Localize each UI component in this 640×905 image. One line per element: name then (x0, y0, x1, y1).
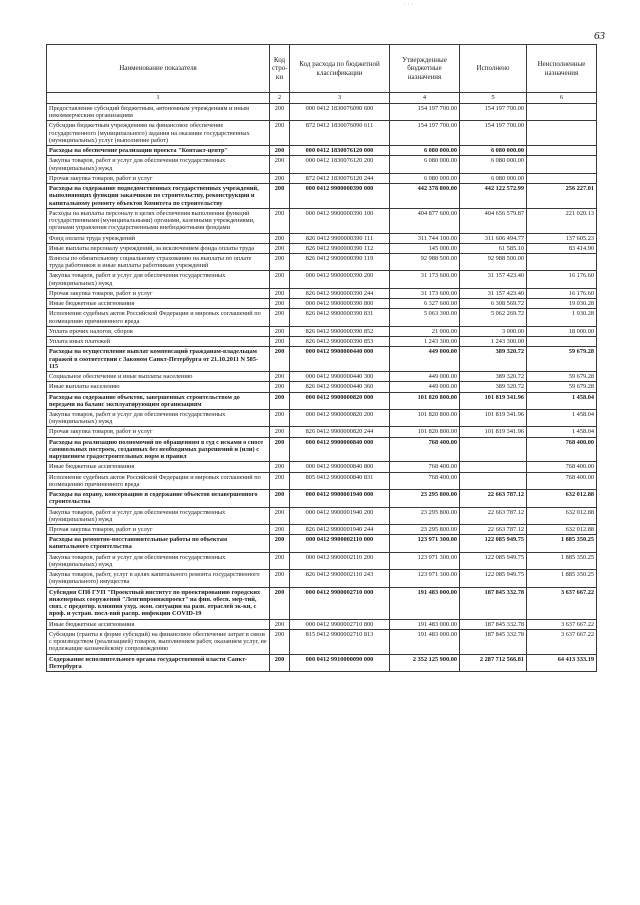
cell-approved: 404 877 600.00 (390, 208, 460, 233)
table-body (47, 93, 597, 672)
column-number: 1 (47, 93, 270, 104)
cell-classification: 826 0412 9900000440 360 (290, 382, 390, 392)
cell-approved: 191 483 000.00 (390, 629, 460, 654)
cell-classification: 805 0412 9900000840 831 (290, 472, 390, 489)
cell-unexecuted (527, 156, 597, 173)
cell-code: 200 (270, 525, 290, 535)
cell-name: Расходы на выплаты персоналу в целях обеспечения выполнения функций государственными (муниципальными) органами, казенными учреждениями, органами управления государственными внебюджетными фондами (47, 208, 270, 233)
cell-name: Расходы на обеспечение реализации проекта "Контакт-центр" (47, 146, 270, 156)
cell-approved: 6 080 000.00 (390, 156, 460, 173)
table-row (47, 462, 597, 472)
cell-unexecuted: 3 637 667.22 (527, 587, 597, 619)
cell-code: 200 (270, 271, 290, 288)
cell-unexecuted: 1 885 350.25 (527, 535, 597, 552)
cell-name: Иные бюджетные ассигнования (47, 619, 270, 629)
cell-code: 200 (270, 243, 290, 253)
cell-classification: 826 0412 9900000820 244 (290, 427, 390, 437)
table-row (47, 104, 597, 121)
header-name: Наименование показателя (47, 45, 270, 93)
table-row (47, 619, 597, 629)
cell-approved: 1 243 300.00 (390, 337, 460, 347)
budget-execution-table (46, 44, 597, 672)
cell-code: 200 (270, 472, 290, 489)
cell-approved: 145 000.00 (390, 243, 460, 253)
cell-executed: 187 845 332.78 (460, 619, 527, 629)
table-row (47, 587, 597, 619)
cell-code: 200 (270, 288, 290, 298)
cell-approved: 6 080 000.00 (390, 146, 460, 156)
cell-name: Исполнение судебных актов Российской Федерации и мировых соглашений по возмещению причиненного вреда (47, 472, 270, 489)
cell-unexecuted: 221 020.13 (527, 208, 597, 233)
cell-name: Прочая закупка товаров, работ и услуг (47, 427, 270, 437)
cell-unexecuted: 59 679.28 (527, 382, 597, 392)
cell-executed: 31 157 423.40 (460, 271, 527, 288)
cell-executed: 154 197 700.00 (460, 121, 527, 146)
cell-classification: 826 0412 9900000390 111 (290, 233, 390, 243)
cell-executed: 6 080 000.00 (460, 156, 527, 173)
header-classification: Код расхода по бюджетной классификации (290, 45, 390, 93)
cell-executed: 5 062 269.72 (460, 309, 527, 326)
header-approved: Утвержденные бюджетные назначения (390, 45, 460, 93)
cell-name: Содержание исполнительного органа государственной власти Санкт-Петербурга (47, 654, 270, 671)
table-row (47, 326, 597, 336)
table-row (47, 347, 597, 372)
table-row (47, 243, 597, 253)
cell-approved: 6 080 000.00 (390, 173, 460, 183)
cell-unexecuted: 632 012.88 (527, 490, 597, 507)
table-row (47, 208, 597, 233)
cell-classification: 000 0412 9900000390 000 (290, 184, 390, 209)
cell-unexecuted: 768 400.00 (527, 462, 597, 472)
cell-code: 200 (270, 208, 290, 233)
cell-unexecuted (527, 146, 597, 156)
cell-unexecuted (527, 337, 597, 347)
cell-code: 200 (270, 146, 290, 156)
cell-classification: 000 0412 9900000440 300 (290, 372, 390, 382)
table-row (47, 337, 597, 347)
table-row (47, 525, 597, 535)
cell-unexecuted: 137 605.23 (527, 233, 597, 243)
cell-executed: 101 819 341.96 (460, 409, 527, 426)
cell-classification: 826 0412 9900000390 853 (290, 337, 390, 347)
table-row (47, 570, 597, 587)
cell-executed: 187 845 332.78 (460, 629, 527, 654)
cell-approved: 154 197 700.00 (390, 104, 460, 121)
top-scan-mark: · · · (404, 2, 413, 8)
table-row (47, 299, 597, 309)
table-row (47, 490, 597, 507)
table-row (47, 233, 597, 243)
cell-name: Иные бюджетные ассигнования (47, 462, 270, 472)
cell-name: Иные выплаты персоналу учреждений, за исключением фонда оплаты труда (47, 243, 270, 253)
cell-unexecuted: 64 413 333.19 (527, 654, 597, 671)
table-row (47, 535, 597, 552)
column-number: 5 (460, 93, 527, 104)
table-row (47, 173, 597, 183)
cell-name: Исполнение судебных актов Российской Федерации и мировых соглашений по возмещению причиненного вреда (47, 309, 270, 326)
cell-executed: 92 988 500.00 (460, 253, 527, 270)
cell-classification: 000 0412 9900002710 800 (290, 619, 390, 629)
table-row (47, 552, 597, 569)
cell-executed: 22 663 787.12 (460, 490, 527, 507)
table-row (47, 121, 597, 146)
cell-unexecuted: 768 400.00 (527, 437, 597, 462)
cell-unexecuted: 16 176.60 (527, 271, 597, 288)
cell-name: Расходы на осуществление выплат компенсаций гражданам-владельцам гаражей в соответствии с Законом Санкт-Петербурга от 21.10.2011 N 585-115 (47, 347, 270, 372)
cell-approved: 31 173 600.00 (390, 288, 460, 298)
column-number: 6 (527, 93, 597, 104)
cell-approved: 123 971 300.00 (390, 552, 460, 569)
cell-approved: 23 295 800.00 (390, 507, 460, 524)
cell-unexecuted: 59 679.28 (527, 347, 597, 372)
cell-approved: 442 378 800.00 (390, 184, 460, 209)
cell-executed: 31 157 423.40 (460, 288, 527, 298)
cell-classification: 000 0412 9900000440 000 (290, 347, 390, 372)
cell-classification: 000 0412 9900002710 000 (290, 587, 390, 619)
cell-executed (460, 472, 527, 489)
cell-approved: 123 971 300.00 (390, 570, 460, 587)
cell-executed: 122 085 949.75 (460, 570, 527, 587)
cell-name: Социальное обеспечение и иные выплаты населению (47, 372, 270, 382)
cell-code: 200 (270, 347, 290, 372)
cell-name: Закупка товаров, работ, услуг в целях капитального ремонта государственного (муниципального) имущества (47, 570, 270, 587)
cell-approved: 101 820 800.00 (390, 427, 460, 437)
cell-executed: 3 000.00 (460, 326, 527, 336)
cell-executed: 442 122 572.99 (460, 184, 527, 209)
cell-name: Предоставление субсидий бюджетным, автономным учреждениям и иным некоммерческим организациям (47, 104, 270, 121)
cell-classification: 000 0412 1830076090 600 (290, 104, 390, 121)
cell-unexecuted: 632 012.88 (527, 525, 597, 535)
cell-code: 200 (270, 253, 290, 270)
table-header-row (47, 45, 597, 93)
cell-classification: 000 0412 1830076120 000 (290, 146, 390, 156)
cell-approved: 123 971 300.00 (390, 535, 460, 552)
cell-code: 200 (270, 409, 290, 426)
cell-classification: 815 0412 9900002710 813 (290, 629, 390, 654)
cell-classification: 000 0412 9900002110 000 (290, 535, 390, 552)
cell-executed: 1 243 300.00 (460, 337, 527, 347)
cell-classification: 826 0412 9900000390 119 (290, 253, 390, 270)
header-code: Код стро-ки (270, 45, 290, 93)
cell-code: 200 (270, 184, 290, 209)
cell-code: 200 (270, 462, 290, 472)
cell-name: Расходы на содержание подведомственных государственных учреждений, выполняющих функции заказчиков по строительству, реконструкции и капитальному ремонту объектов Комитета по строительству (47, 184, 270, 209)
cell-executed: 22 663 787.12 (460, 525, 527, 535)
cell-classification: 000 0412 9900000820 200 (290, 409, 390, 426)
cell-unexecuted: 83 414.90 (527, 243, 597, 253)
cell-name: Расходы на охрану, консервацию и содержание объектов незавершенного строительства (47, 490, 270, 507)
cell-classification: 826 0412 9900001940 244 (290, 525, 390, 535)
cell-name: Иные бюджетные ассигнования (47, 299, 270, 309)
cell-unexecuted: 1 885 350.25 (527, 552, 597, 569)
cell-approved: 449 000.00 (390, 347, 460, 372)
cell-name: Расходы на ремонтно-восстановительные работы по объектам капитального строительства (47, 535, 270, 552)
cell-executed: 6 080 000.00 (460, 173, 527, 183)
cell-executed: 187 845 332.78 (460, 587, 527, 619)
cell-unexecuted: 1 030.28 (527, 309, 597, 326)
table-row (47, 409, 597, 426)
cell-approved: 6 327 600.00 (390, 299, 460, 309)
column-number: 3 (290, 93, 390, 104)
cell-executed: 122 085 949.75 (460, 552, 527, 569)
cell-approved: 449 000.00 (390, 382, 460, 392)
cell-approved: 768 400.00 (390, 437, 460, 462)
cell-code: 200 (270, 654, 290, 671)
cell-executed: 154 197 700.00 (460, 104, 527, 121)
cell-code: 200 (270, 121, 290, 146)
cell-name: Закупка товаров, работ и услуг для обеспечения государственных (муниципальных) нужд (47, 409, 270, 426)
cell-code: 200 (270, 156, 290, 173)
table-row (47, 156, 597, 173)
cell-approved: 311 744 100.00 (390, 233, 460, 243)
cell-classification: 000 0412 9900000820 000 (290, 392, 390, 409)
cell-code: 200 (270, 173, 290, 183)
cell-executed: 389 320.72 (460, 382, 527, 392)
table-row (47, 392, 597, 409)
cell-classification: 000 0412 9900001940 200 (290, 507, 390, 524)
cell-name: Субсидии (гранты в форме субсидий) на финансовое обеспечение затрат в связи с производством (реализацией) товаров, выполнением работ, оказанием услуг, не подлежащие казначейскому сопровождению (47, 629, 270, 654)
page-number: 63 (594, 30, 605, 42)
cell-unexecuted: 3 637 667.22 (527, 629, 597, 654)
cell-approved: 191 483 000.00 (390, 619, 460, 629)
table-row (47, 253, 597, 270)
cell-executed: 101 819 341.96 (460, 392, 527, 409)
cell-classification: 826 0412 9900000390 112 (290, 243, 390, 253)
cell-name: Расходы на содержание объектов, завершенных строительством до передачи на баланс эксплуатирующим организациям (47, 392, 270, 409)
cell-approved: 92 988 500.00 (390, 253, 460, 270)
cell-unexecuted: 19 030.28 (527, 299, 597, 309)
cell-executed (460, 437, 527, 462)
cell-name: Закупка товаров, работ и услуг для обеспечения государственных (муниципальных) нужд (47, 156, 270, 173)
cell-name: Закупка товаров, работ и услуг для обеспечения государственных (муниципальных) нужд (47, 552, 270, 569)
table-row (47, 184, 597, 209)
cell-classification: 826 0412 9900000390 852 (290, 326, 390, 336)
cell-executed: 6 308 569.72 (460, 299, 527, 309)
cell-unexecuted: 18 000.00 (527, 326, 597, 336)
table-row (47, 382, 597, 392)
table-row (47, 271, 597, 288)
cell-unexecuted: 3 637 667.22 (527, 619, 597, 629)
cell-unexecuted: 256 227.01 (527, 184, 597, 209)
cell-approved: 5 063 300.00 (390, 309, 460, 326)
header-executed: Исполнено (460, 45, 527, 93)
table-row (47, 372, 597, 382)
cell-approved: 449 000.00 (390, 372, 460, 382)
cell-unexecuted: 768 400.00 (527, 472, 597, 489)
cell-classification: 000 0412 9900002110 200 (290, 552, 390, 569)
cell-unexecuted: 1 885 350.25 (527, 570, 597, 587)
cell-approved: 101 820 800.00 (390, 392, 460, 409)
cell-code: 200 (270, 299, 290, 309)
cell-executed: 122 085 949.75 (460, 535, 527, 552)
cell-name: Фонд оплаты труда учреждений (47, 233, 270, 243)
cell-name: Уплата иных платежей (47, 337, 270, 347)
cell-code: 200 (270, 629, 290, 654)
cell-unexecuted: 1 458.04 (527, 392, 597, 409)
cell-executed: 6 080 000.00 (460, 146, 527, 156)
cell-approved: 191 483 000.00 (390, 587, 460, 619)
cell-name: Прочая закупка товаров, работ и услуг (47, 173, 270, 183)
cell-code: 200 (270, 309, 290, 326)
cell-unexecuted (527, 121, 597, 146)
cell-code: 200 (270, 372, 290, 382)
cell-code: 200 (270, 437, 290, 462)
cell-unexecuted: 16 176.60 (527, 288, 597, 298)
cell-classification: 000 0412 9900000840 000 (290, 437, 390, 462)
cell-approved: 768 400.00 (390, 462, 460, 472)
cell-name: Уплата прочих налогов, сборов (47, 326, 270, 336)
table-row (47, 288, 597, 298)
cell-unexecuted: 1 458.04 (527, 427, 597, 437)
cell-classification: 000 0412 9900000390 100 (290, 208, 390, 233)
cell-classification: 000 0412 1830076120 200 (290, 156, 390, 173)
cell-name: Субсидии бюджетным учреждениям на финансовое обеспечение государственного (муниципального) задания на оказание государственных (муниципальных) услуг (выполнение работ) (47, 121, 270, 146)
cell-executed: 311 606 494.77 (460, 233, 527, 243)
cell-unexecuted: 632 012.88 (527, 507, 597, 524)
cell-code: 200 (270, 552, 290, 569)
column-number: 4 (390, 93, 460, 104)
cell-code: 200 (270, 233, 290, 243)
cell-executed: 61 585.10 (460, 243, 527, 253)
cell-executed: 389 320.72 (460, 347, 527, 372)
cell-name: Расходы на реализацию полномочий по обращениям в суд с исками о сносе самовольных построек, созданных без необходимых разрешений и (или) с нарушением градостроительных норм и правил (47, 437, 270, 462)
table-row (47, 629, 597, 654)
cell-classification: 000 0412 9900001940 000 (290, 490, 390, 507)
cell-name: Прочая закупка товаров, работ и услуг (47, 288, 270, 298)
table-row (47, 507, 597, 524)
cell-name: Закупка товаров, работ и услуг для обеспечения государственных (муниципальных) нужд (47, 507, 270, 524)
cell-classification: 000 0412 9900000840 800 (290, 462, 390, 472)
cell-approved: 21 000.00 (390, 326, 460, 336)
header-unexecuted: Неисполненные назначения (527, 45, 597, 93)
cell-name: Иные выплаты населению (47, 382, 270, 392)
cell-classification: 000 0412 9900000390 800 (290, 299, 390, 309)
cell-classification: 872 0412 1830076090 611 (290, 121, 390, 146)
cell-classification: 826 0412 9900000390 244 (290, 288, 390, 298)
cell-executed: 22 663 787.12 (460, 507, 527, 524)
cell-name: Закупка товаров, работ и услуг для обеспечения государственных (муниципальных) нужд (47, 271, 270, 288)
cell-unexecuted (527, 173, 597, 183)
cell-code: 200 (270, 104, 290, 121)
cell-classification: 000 0412 9910000090 000 (290, 654, 390, 671)
cell-code: 200 (270, 382, 290, 392)
table-row (47, 472, 597, 489)
cell-approved: 101 820 800.00 (390, 409, 460, 426)
table-row (47, 654, 597, 671)
table-row (47, 146, 597, 156)
cell-approved: 31 173 600.00 (390, 271, 460, 288)
cell-code: 200 (270, 619, 290, 629)
cell-executed: 404 656 579.87 (460, 208, 527, 233)
cell-code: 200 (270, 326, 290, 336)
cell-approved: 768 400.00 (390, 472, 460, 489)
cell-approved: 154 197 700.00 (390, 121, 460, 146)
cell-executed (460, 462, 527, 472)
cell-unexecuted: 59 679.28 (527, 372, 597, 382)
cell-approved: 23 295 800.00 (390, 525, 460, 535)
cell-code: 200 (270, 507, 290, 524)
cell-unexecuted: 1 458.04 (527, 409, 597, 426)
cell-executed: 101 819 341.96 (460, 427, 527, 437)
cell-code: 200 (270, 337, 290, 347)
cell-classification: 872 0412 1830076120 244 (290, 173, 390, 183)
cell-code: 200 (270, 427, 290, 437)
cell-code: 200 (270, 490, 290, 507)
cell-classification: 000 0412 9900000390 200 (290, 271, 390, 288)
table-row (47, 437, 597, 462)
cell-classification: 826 0412 9900000390 831 (290, 309, 390, 326)
cell-approved: 2 352 125 900.00 (390, 654, 460, 671)
cell-unexecuted (527, 253, 597, 270)
cell-code: 200 (270, 535, 290, 552)
cell-name: Прочая закупка товаров, работ и услуг (47, 525, 270, 535)
cell-unexecuted (527, 104, 597, 121)
column-number: 2 (270, 93, 290, 104)
cell-code: 200 (270, 570, 290, 587)
cell-name: Взносы по обязательному социальному страхованию на выплаты по оплате труда работников и иные выплаты работникам учреждений (47, 253, 270, 270)
table-row (47, 427, 597, 437)
cell-executed: 389 320.72 (460, 372, 527, 382)
cell-executed: 2 287 712 566.81 (460, 654, 527, 671)
cell-code: 200 (270, 392, 290, 409)
cell-classification: 826 0412 9900002110 243 (290, 570, 390, 587)
cell-approved: 23 295 800.00 (390, 490, 460, 507)
column-numbers-row (47, 93, 597, 104)
table-row (47, 309, 597, 326)
cell-code: 200 (270, 587, 290, 619)
cell-name: Субсидия СПб ГУП "Проектный институт по проектированию городских инженерных сооружений "Ленгипроинжпроект" на фин. обесп. мер-тий, связ. с предотвр. влияния ухуд. экон. ситуации на разв. отраслей эк-ки, с проф. и устран. посл-вий распр. инфекции COVID-19 (47, 587, 270, 619)
